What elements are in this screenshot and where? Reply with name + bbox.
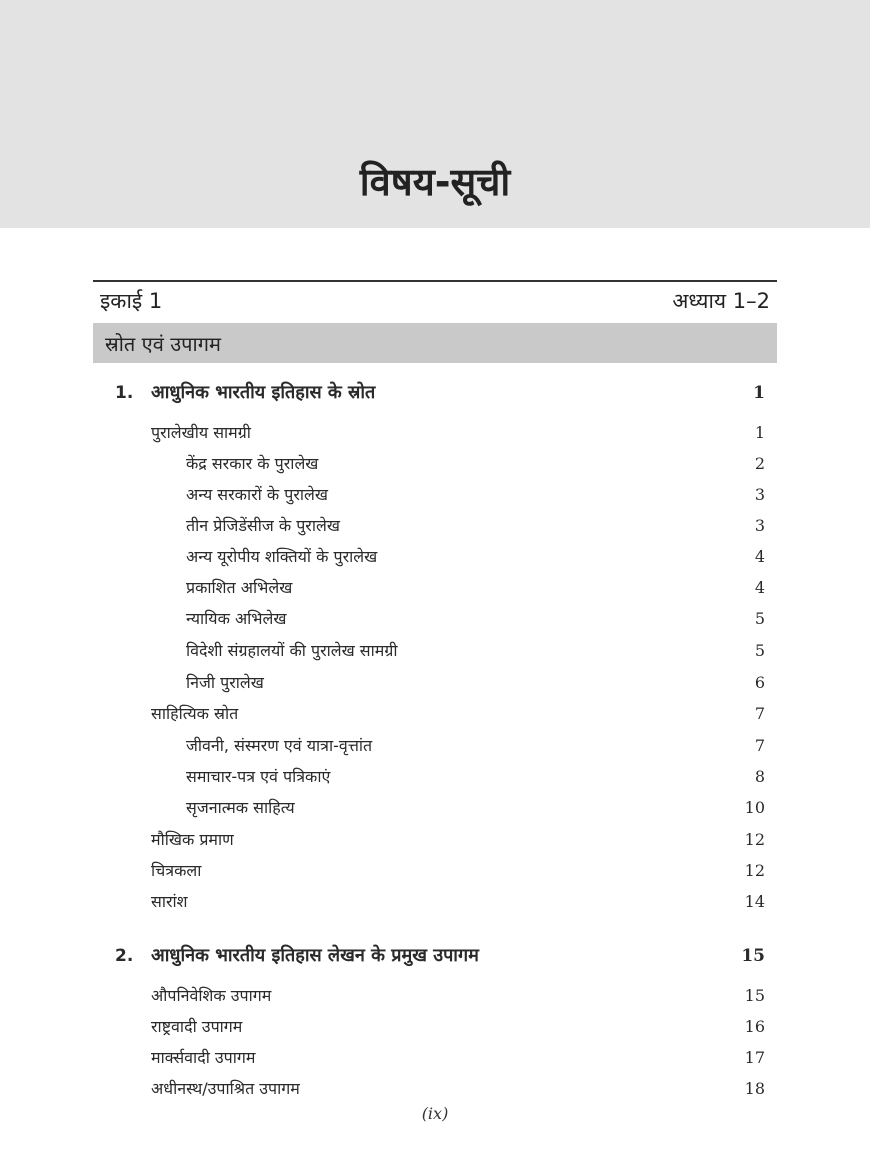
toc-entry-label: सारांश [151,892,188,911]
toc-page-number: 16 [744,1017,765,1036]
toc-entry-label: सृजनात्मक साहित्य [186,798,295,817]
toc-page-number: 7 [754,736,765,755]
toc-page-number: 5 [754,641,765,660]
toc-entry[interactable] [151,420,765,446]
toc-page-number: 17 [744,1048,765,1067]
toc-entry-label: पुरालेखीय सामग्री [151,423,251,442]
toc-entry-label: न्यायिक अभिलेख [186,609,287,628]
toc-page-number: 12 [744,830,765,849]
toc-subentry[interactable] [186,513,765,539]
toc-page-number: 8 [754,767,765,786]
unit-row [96,287,774,319]
toc-subentry[interactable] [186,733,765,759]
toc-entry-label: अन्य यूरोपीय शक्तियों के पुरालेख [186,547,378,566]
unit-rule [93,280,777,282]
toc-entry-label: केंद्र सरकार के पुरालेख [186,454,319,473]
toc-entry[interactable] [151,1045,765,1071]
toc-page-number: 2 [754,454,765,473]
toc-page-number: 18 [744,1079,765,1098]
toc-page-number: 15 [744,986,765,1005]
toc-subentry[interactable] [186,764,765,790]
toc-entry[interactable] [151,701,765,727]
section-title: स्रोत एवं उपागम [105,332,221,356]
toc-page-number: 3 [754,516,765,535]
toc-page-number: 1 [754,423,765,442]
chapter-range-label: अध्याय 1–2 [672,289,770,313]
toc-subentry[interactable] [186,795,765,821]
toc-entry-label: चित्रकला [151,861,202,880]
toc-subentry[interactable] [186,451,765,477]
toc-entry-label: अन्य सरकारों के पुरालेख [186,485,328,504]
toc-entry-label: जीवनी, संस्मरण एवं यात्रा-वृत्तांत [186,736,373,755]
toc-entry-label: आधुनिक भारतीय इतिहास लेखन के प्रमुख उपागम [151,945,479,966]
toc-entry-label: मौखिक प्रमाण [151,830,234,849]
toc-entry-label: निजी पुरालेख [186,673,264,692]
toc-page-number: 15 [741,946,765,966]
toc-page-number: 4 [754,578,765,597]
chapter-number: 1. [115,383,134,403]
page-title: विषय-सूची [359,160,511,204]
toc-entry-label: साहित्यिक स्रोत [151,704,239,723]
toc-page-number: 3 [754,485,765,504]
toc-subentry[interactable] [186,482,765,508]
toc-entry[interactable] [151,983,765,1009]
toc-subentry[interactable] [186,638,765,664]
toc-page-number: 4 [754,547,765,566]
toc-chapter-2[interactable] [115,943,765,969]
toc-entry-label: अधीनस्थ/उपाश्रित उपागम [151,1079,300,1098]
toc-entry[interactable] [151,1076,765,1102]
toc-entry-label: मार्क्सवादी उपागम [151,1048,256,1067]
toc-entry-label: तीन प्रेजिडेंसीज के पुरालेख [186,516,340,535]
toc-entry-label: आधुनिक भारतीय इतिहास के स्रोत [151,382,376,403]
toc-entry-label: विदेशी संग्रहालयों की पुरालेख सामग्री [186,641,398,660]
toc-entry[interactable] [151,858,765,884]
toc-subentry[interactable] [186,670,765,696]
unit-label: इकाई 1 [100,289,163,313]
toc-entry-label: औपनिवेशिक उपागम [151,986,272,1005]
toc-page-number: 10 [744,798,765,817]
toc-page-number: 12 [744,861,765,880]
toc-page-number: 1 [753,383,765,403]
toc-subentry[interactable] [186,575,765,601]
toc-entry-label: राष्ट्रवादी उपागम [151,1017,243,1036]
toc-subentry[interactable] [186,606,765,632]
toc-entry[interactable] [151,889,765,915]
toc-entry-label: समाचार-पत्र एवं पत्रिकाएं [186,767,331,786]
toc-page-number: 6 [754,673,765,692]
toc-page-number: 7 [754,704,765,723]
page-folio: (ix) [421,1104,449,1123]
toc-entry-label: प्रकाशित अभिलेख [186,578,293,597]
toc-page-number: 5 [754,609,765,628]
toc-subentry[interactable] [186,544,765,570]
chapter-number: 2. [115,946,134,966]
toc-entry[interactable] [151,827,765,853]
toc-page-number: 14 [744,892,765,911]
section-bar [93,323,777,363]
toc-entry[interactable] [151,1014,765,1040]
toc-chapter-1[interactable] [115,380,765,406]
